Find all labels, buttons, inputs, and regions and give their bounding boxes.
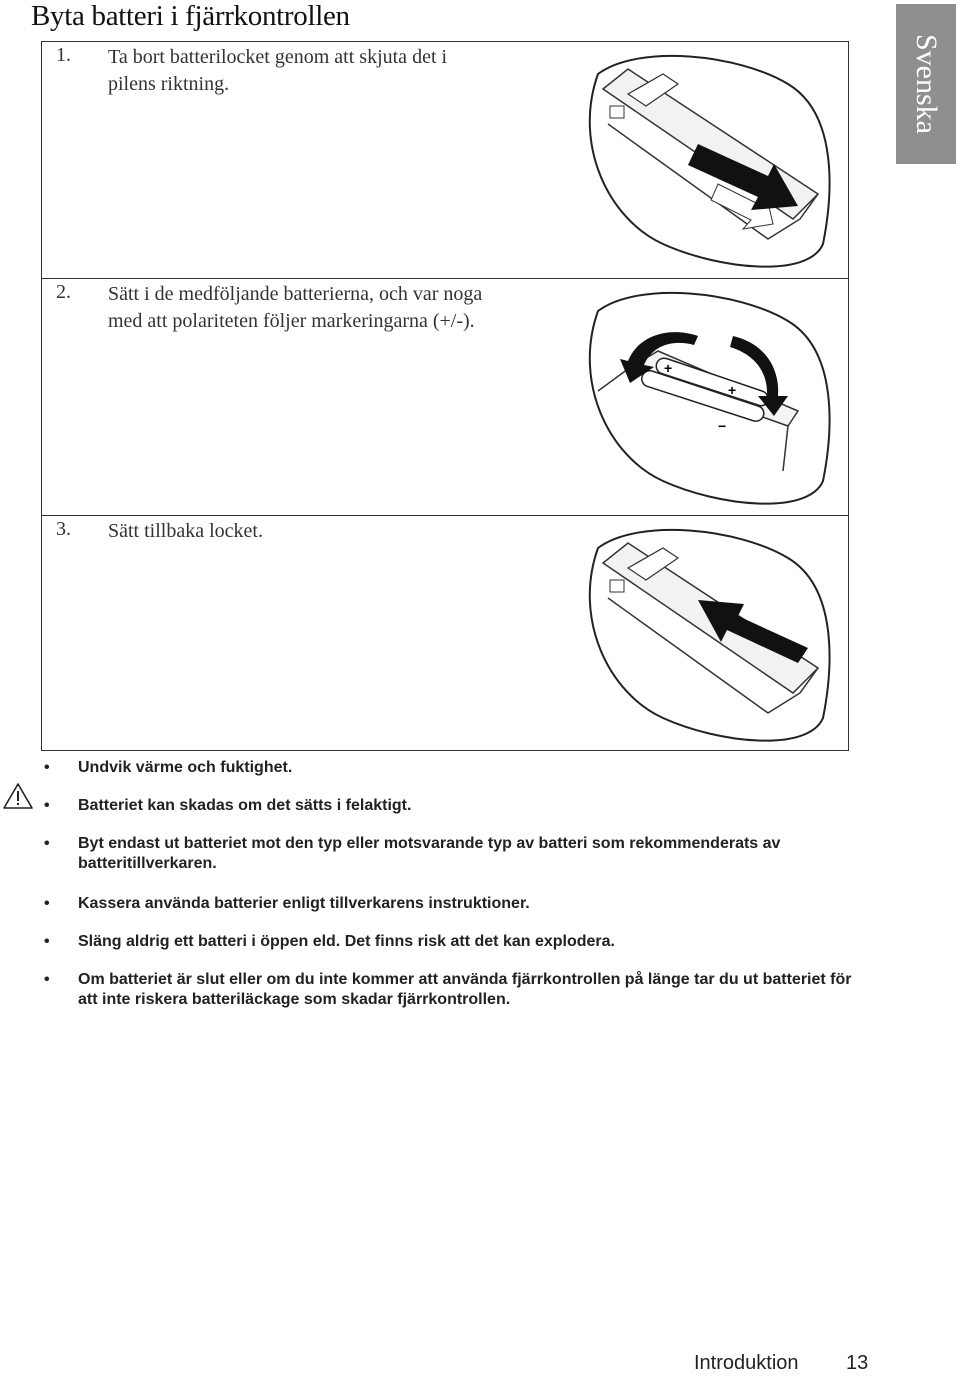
bullet: •	[44, 895, 50, 912]
page-number: 13	[846, 1352, 869, 1374]
bullet: •	[44, 835, 50, 852]
warning-text: Om batteriet är slut eller om du inte kommer att använda fjärrkontrollen på länge tar du ut batteriet för att inte riskera batteriläckage som skadar fjärrkontrollen.	[78, 971, 852, 1008]
step-number: 3.	[56, 518, 71, 540]
list-item	[44, 834, 864, 874]
step-text: Sätt tillbaka locket.	[108, 520, 263, 542]
language-tab	[896, 4, 956, 164]
list-item	[44, 796, 864, 816]
list-item	[44, 932, 864, 952]
bullet: •	[44, 933, 50, 950]
battery-minus-mark: −	[718, 418, 727, 434]
list-item	[44, 758, 864, 778]
bullet: •	[44, 759, 50, 776]
step-row-2	[42, 279, 848, 516]
battery-plus-mark: +	[728, 382, 737, 398]
warning-triangle-icon	[2, 782, 34, 810]
warning-text: Batteriet kan skadas om det sätts i felaktigt.	[78, 797, 412, 814]
remote-close-illustration	[568, 518, 838, 748]
warning-text: Undvik värme och fuktighet.	[78, 759, 293, 776]
battery-insert-illustration	[568, 281, 838, 511]
step-number: 2.	[56, 281, 71, 303]
bullet: •	[44, 797, 50, 814]
step-number: 1.	[56, 44, 71, 66]
battery-plus-mark: +	[664, 360, 673, 376]
warning-text: Kassera använda batterier enligt tillverkarens instruktioner.	[78, 895, 530, 912]
warning-text: Släng aldrig ett batteri i öppen eld. Det finns risk att det kan explodera.	[78, 933, 615, 950]
language-tab-label: Svenska	[910, 34, 943, 134]
step-text: Ta bort batterilocket genom att skjuta det i pilens riktning.	[108, 46, 448, 95]
step-row-1	[42, 42, 848, 279]
step-text: Sätt i de medföljande batterierna, och var noga med att polariteten följer markeringarna (+/-).	[108, 283, 483, 332]
step-row-3	[42, 516, 848, 750]
warning-text: Byt endast ut batteriet mot den typ eller motsvarande typ av batteri som rekommenderats av batteritillverkaren.	[78, 835, 781, 872]
page-title: Byta batteri i fjärrkontrollen	[31, 0, 350, 32]
remote-open-illustration	[568, 44, 838, 274]
list-item	[44, 894, 864, 914]
steps-table	[41, 41, 849, 751]
footer-section-label: Introduktion	[694, 1352, 799, 1374]
bullet: •	[44, 971, 50, 988]
list-item	[44, 970, 864, 1010]
